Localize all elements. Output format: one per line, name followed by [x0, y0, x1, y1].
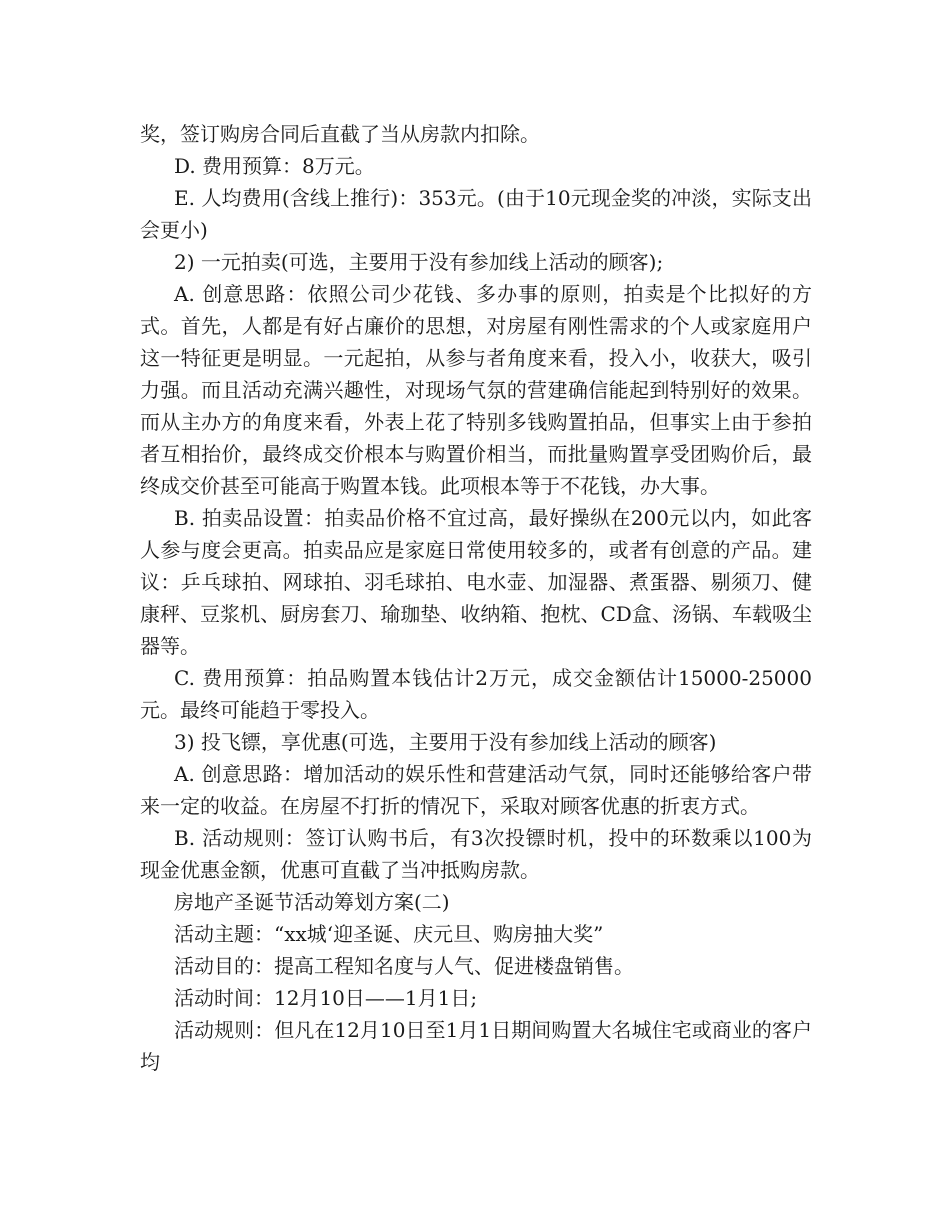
section-heading: 房地产圣诞节活动筹划方案(二) [174, 890, 450, 914]
paragraph: A. 创意思路：依照公司少花钱、多办事的原则，拍卖是个比拟好的方式。首先，人都是有好占廉价的思想，对房屋有刚性需求的个人或家庭用户这一特征更是明显。一元起拍，从参与者角度来看，投入小，收获大，吸引力强。而且活动充满兴趣性，对现场气氛的营建确信能起到特别好的效果。而从主办方的角度来看，外表上花了特别多钱购置拍品，但事实上由于参拍者互相抬价，最终成交价根本与购置价相当，而批量购置享受团购价后，最终成交价甚至可能高于购置本钱。此项根本等于不花钱，办大事。 [140, 282, 812, 498]
paragraph: 奖，签订购房合同后直截了当从房款内扣除。 [140, 122, 540, 146]
document-body [140, 118, 812, 1078]
paragraph: 活动时间：12月10日——1月1日; [174, 986, 478, 1010]
paragraph: 活动规则：但凡在12月10日至1月1日期间购置大名城住宅或商业的客户均 [140, 1018, 812, 1074]
paragraph: B. 活动规则：签订认购书后，有3次投镖时机，投中的环数乘以100为现金优惠金额，优惠可直截了当冲抵购房款。 [140, 826, 812, 882]
paragraph: A. 创意思路：增加活动的娱乐性和营建活动气氛，同时还能够给客户带来一定的收益。在房屋不打折的情况下，采取对顾客优惠的折衷方式。 [140, 762, 812, 818]
paragraph: E. 人均费用(含线上推行)：353元。(由于10元现金奖的冲淡，实际支出会更小) [140, 186, 812, 242]
paragraph: 活动目的：提高工程知名度与人气、促进楼盘销售。 [174, 954, 634, 978]
paragraph: 3) 投飞镖，享优惠(可选，主要用于没有参加线上活动的顾客) [174, 730, 717, 754]
paragraph: C. 费用预算：拍品购置本钱估计2万元，成交金额估计15000-25000元。最终可能趋于零投入。 [140, 666, 812, 722]
paragraph: 活动主题：“xx城‘迎圣诞、庆元旦、购房抽大奖” [174, 922, 604, 946]
paragraph: D. 费用预算：8万元。 [174, 154, 375, 178]
paragraph: 2) 一元拍卖(可选，主要用于没有参加线上活动的顾客); [174, 250, 664, 274]
paragraph: B. 拍卖品设置：拍卖品价格不宜过高，最好操纵在200元以内，如此客人参与度会更高。拍卖品应是家庭日常使用较多的，或者有创意的产品。建议：乒乓球拍、网球拍、羽毛球拍、电水壶、加湿器、煮蛋器、剔须刀、健康秤、豆浆机、厨房套刀、瑜珈垫、收纳箱、抱枕、CD盒、汤锅、车载吸尘器等。 [140, 506, 812, 658]
